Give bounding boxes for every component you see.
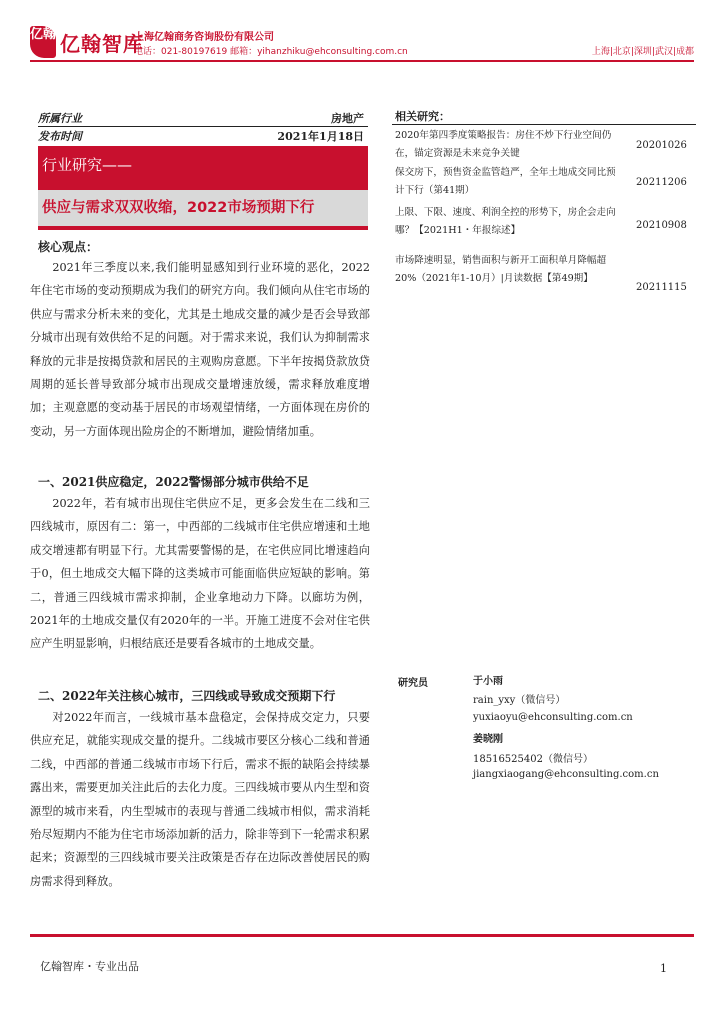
related-item[interactable]: 保交房下，预售资金监管趋严，全年土地成交同比预计下行（第41期）: [395, 167, 616, 196]
logo-text: 亿翰智库: [60, 32, 144, 56]
date-value: 2021年1月18日: [277, 130, 364, 143]
researcher-label: 研究员: [398, 678, 428, 689]
section-title: 核心观点：: [38, 240, 99, 254]
related-item[interactable]: 上限、下限、速度、利润全控的形势下，房企会走向哪？【2021H1・年报综述】: [395, 207, 616, 236]
related-item[interactable]: 2020年第四季度策略报告：房住不炒下行业空间仍在，锚定资源是未来竞争关键: [395, 130, 612, 159]
related-date: 20211206: [636, 177, 687, 188]
related-divider: [392, 124, 696, 125]
report-headline: 供应与需求双双收缩，2022市场预期下行: [38, 190, 368, 226]
company-name: 上海亿翰商务咨询股份有限公司: [134, 32, 274, 43]
section-title: 一、2021供应稳定，2022警惕部分城市供给不足: [38, 475, 309, 489]
footer-brand: 亿翰智库・专业出品: [40, 960, 139, 973]
related-date: 20211115: [636, 282, 687, 293]
researcher-name: 于小雨: [473, 676, 503, 687]
related-date: 20201026: [636, 140, 687, 151]
related-date: 20210908: [636, 220, 687, 231]
title-banner: [38, 146, 368, 230]
meta-divider: [38, 126, 368, 127]
researcher-email[interactable]: yuxiaoyu@ehconsulting.com.cn: [473, 712, 633, 723]
section-paragraph: 2022年，若有城市出现住宅供应不足，更多会发生在二线和三四线城市，原因有二：第一，中西部的二线城市住宅供应增速和土地成交增速都有明显下行。尤其需要警惕的是，在宅供应同比增速趋向于0，但土地成交大幅下降的这类城市可能面临供应短缺的影响。第二，普通三四线城市需求抑制，企业拿地动力下降。以廊坊为例，2021年的土地成交量仅有2020年的一半。开施工进度不会对住宅供应产生明显影响，归根结底还是要看各城市的土地成交量。: [30, 497, 370, 651]
section-paragraph: 对2022年而言，一线城市基本盘稳定，会保持成交定力，只要供应充足，就能实现成交量的提升。二线城市要区分核心二线和普通二线，中西部的普通二线城市市场下行后，需求不振的缺陷会持续暴露出来，需要更加关注此后的去化力度。三四线城市要从内生型和资源型的城市来看，内生型城市的表现与普通二线城市相似，需求消耗殆尽短期内不能为住宅市场添加新的活力，除非等到下一轮需求积累起来；资源型的三四线城市要关注政策是否存在边际改善使居民的购房需求得到释放。: [30, 711, 370, 888]
industry-label: 所属行业: [38, 112, 82, 125]
header-divider: [30, 60, 694, 62]
section-paragraph: 2021年三季度以来,我们能明显感知到行业环境的恶化，2022年住宅市场的变动预期成为我们的研究方向。我们倾向从住宅市场的供应与需求分析未来的变化，尤其是土地成交量的减少是否会导致部分城市出现有效供给不足的问题。对于需求来说，我们认为抑制需求释放的元非是按揭贷款和居民的主观购房意愿。下半年按揭贷款放贷周期的延长普导致部分城市出现成交量增速放缓，需求释放难度增加；主观意愿的变动基于居民的市场观望情绪，一方面体现在房价的变动，另一方面体现出险房企的不断增加，避险情绪加重。: [30, 261, 370, 438]
researcher-wechat: rain_yxy（微信号）: [473, 695, 566, 706]
industry-value: 房地产: [331, 112, 364, 125]
report-category: 行业研究——: [42, 156, 133, 174]
section-title: 二、2022年关注核心城市，三四线或导致成交预期下行: [38, 689, 336, 703]
date-label: 发布时间: [38, 130, 82, 143]
page-number: 1: [660, 962, 667, 975]
related-item[interactable]: 市场降速明显，销售面积与新开工面积单月降幅超20%（2021年1-10月）|月读数据【第49期】: [395, 255, 607, 284]
related-title: 相关研究：: [395, 110, 450, 123]
contact-info: 电话：021-80197619 邮箱：yihanzhiku@ehconsulting.com.cn: [134, 47, 408, 57]
footer-divider: [30, 934, 694, 937]
date-row: [38, 128, 368, 146]
researcher-email[interactable]: jiangxiaogang@ehconsulting.com.cn: [473, 769, 659, 780]
researcher-wechat: 18516525402（微信号）: [473, 754, 593, 765]
city-list: 上海|北京|深圳|武汉|成都: [591, 47, 694, 57]
researcher-name: 姜晓刚: [473, 734, 503, 745]
logo-icon: 亿翰: [30, 26, 56, 58]
